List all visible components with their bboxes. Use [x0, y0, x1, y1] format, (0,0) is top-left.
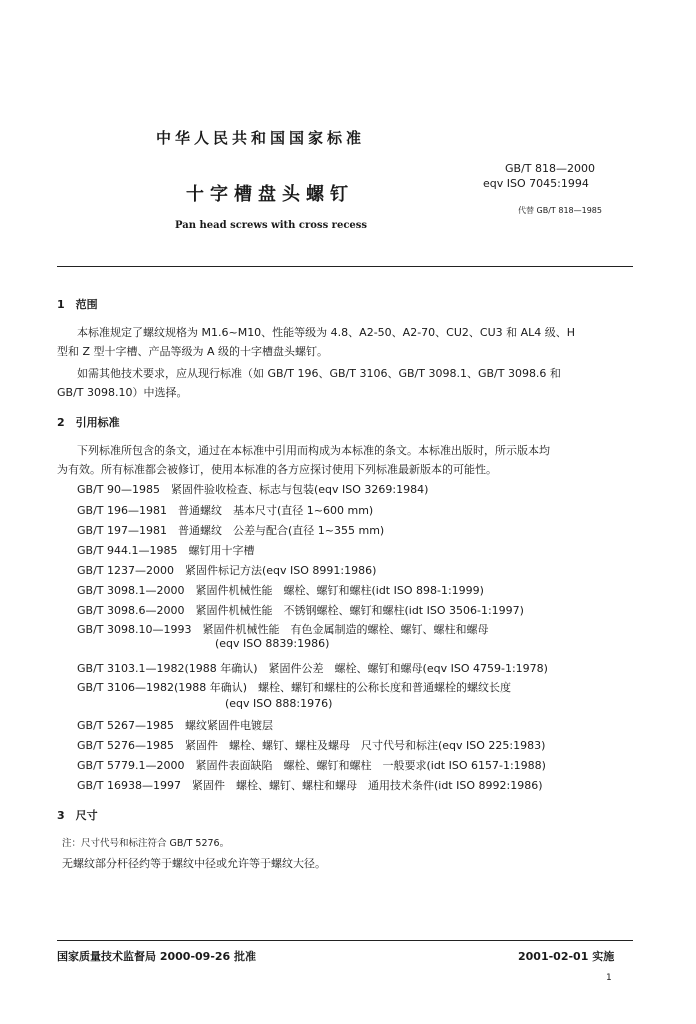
dimensions-paragraph: 无螺纹部分杆径约等于螺纹中径或允许等于螺纹大径。: [62, 857, 326, 870]
reference-item: GB/T 196—1981 普通螺纹 基本尺寸(直径 1~600 mm): [77, 504, 374, 517]
document-title-english: Pan head screws with cross recess: [175, 220, 368, 231]
page-number: 1: [606, 973, 612, 983]
reference-item: GB/T 944.1—1985 螺钉用十字槽: [77, 544, 255, 557]
reference-item: GB/T 3098.10—1993 紧固件机械性能 有色金属制造的螺栓、螺钉、螺柱和螺母: [77, 623, 489, 636]
document-title: 十字槽盘头螺钉: [186, 184, 354, 205]
standard-number: GB/T 818—2000: [505, 162, 595, 175]
footer-divider: [57, 940, 633, 941]
reference-item: GB/T 90—1985 紧固件验收检查、标志与包装(eqv ISO 3269:1984): [77, 483, 429, 496]
equivalent-standard: eqv ISO 7045:1994: [483, 177, 589, 190]
scope-paragraph-line: GB/T 3098.10）中选择。: [57, 386, 188, 399]
effective-date: 2001-02-01 实施: [518, 950, 615, 963]
references-paragraph-line: 为有效。所有标准都会被修订，使用本标准的各方应探讨使用下列标准最新版本的可能性。: [57, 463, 497, 476]
reference-item-continuation: (eqv ISO 888:1976): [225, 697, 333, 710]
dimensions-note: 注：尺寸代号和标注符合 GB/T 5276。: [62, 838, 230, 849]
section-heading-references: 2 引用标准: [57, 416, 120, 429]
reference-item: GB/T 3106—1982(1988 年确认) 螺栓、螺钉和螺柱的公称长度和普通螺栓的螺纹长度: [77, 681, 512, 694]
reference-item-continuation: (eqv ISO 8839:1986): [215, 637, 330, 650]
reference-item: GB/T 5779.1—2000 紧固件表面缺陷 螺栓、螺钉和螺柱 一般要求(idt ISO 6157-1:1988): [77, 759, 546, 772]
header-divider: [57, 266, 633, 267]
replaces-standard: 代替 GB/T 818—1985: [518, 206, 602, 215]
section-heading-scope: 1 范围: [57, 298, 98, 311]
section-heading-dimensions: 3 尺寸: [57, 809, 98, 822]
reference-item: GB/T 3098.1—2000 紧固件机械性能 螺栓、螺钉和螺柱(idt ISO 898-1:1999): [77, 584, 484, 597]
reference-item: GB/T 5276—1985 紧固件 螺栓、螺钉、螺柱及螺母 尺寸代号和标注(eqv ISO 225:1983): [77, 739, 546, 752]
approval-issuer: 国家质量技术监督局 2000-09-26 批准: [57, 950, 257, 963]
reference-item: GB/T 197—1981 普通螺纹 公差与配合(直径 1~355 mm): [77, 524, 385, 537]
reference-item: GB/T 1237—2000 紧固件标记方法(eqv ISO 8991:1986): [77, 564, 377, 577]
references-paragraph-line: 下列标准所包含的条文，通过在本标准中引用而构成为本标准的条文。本标准出版时，所示版本均: [77, 444, 550, 457]
reference-item: GB/T 3098.6—2000 紧固件机械性能 不锈钢螺栓、螺钉和螺柱(idt ISO 3506-1:1997): [77, 604, 524, 617]
scope-paragraph-line: 本标准规定了螺纹规格为 M1.6~M10、性能等级为 4.8、A2-50、A2-70、CU2、CU3 和 AL4 级、H: [77, 326, 576, 339]
national-standard-heading: 中华人民共和国国家标准: [156, 129, 366, 147]
scope-paragraph-line: 如需其他技术要求，应从现行标准（如 GB/T 196、GB/T 3106、GB/T 3098.1、GB/T 3098.6 和: [77, 367, 561, 380]
reference-item: GB/T 3103.1—1982(1988 年确认) 紧固件公差 螺栓、螺钉和螺母(eqv ISO 4759-1:1978): [77, 662, 548, 675]
scope-paragraph-line: 型和 Z 型十字槽、产品等级为 A 级的十字槽盘头螺钉。: [57, 345, 329, 358]
reference-item: GB/T 16938—1997 紧固件 螺栓、螺钉、螺柱和螺母 通用技术条件(idt ISO 8992:1986): [77, 779, 543, 792]
reference-item: GB/T 5267—1985 螺纹紧固件电镀层: [77, 719, 273, 732]
